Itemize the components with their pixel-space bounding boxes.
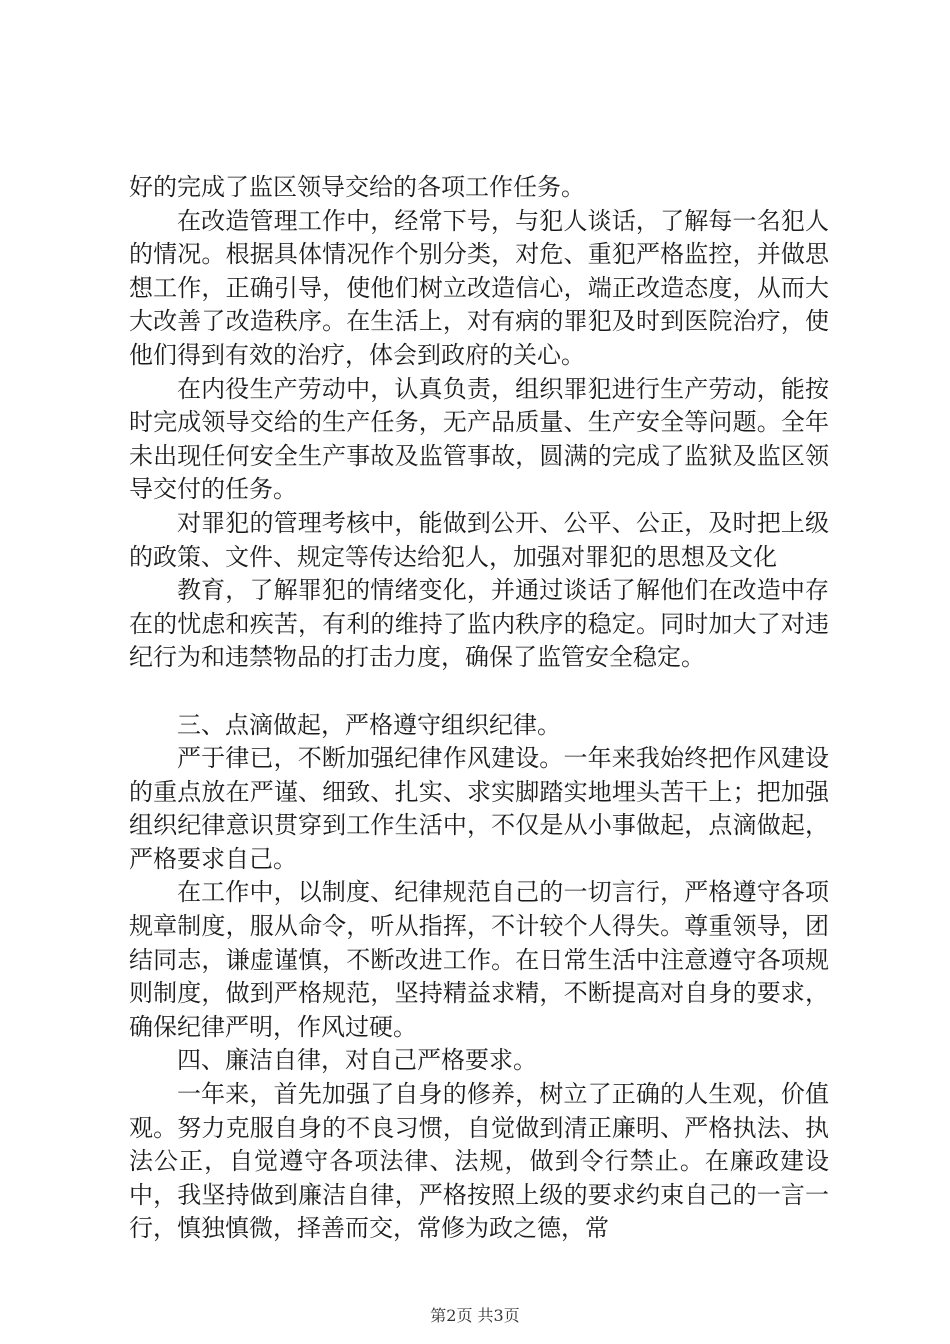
section-heading-integrity: 四、廉洁自律，对自己严格要求。 xyxy=(177,1046,537,1075)
paragraph-work-rules: 在工作中，以制度、纪律规范自己的一切言行，严格遵守各项规章制度，服从命令，听从指挥，不计较个人得失。尊重领导，团结同志，谦虚谨慎，不断改进工作。在日常生活中注意遵守各项规则制度，做到严格规范，坚持精益求精，不断提高对自身的要求，确保纪律严明，作风过硬。 xyxy=(129,878,829,1041)
document-body xyxy=(129,171,829,1246)
paragraph-continued: 好的完成了监区领导交给的各项工作任务。 xyxy=(129,173,585,201)
paragraph-education: 教育，了解罪犯的情绪变化，并通过谈话了解他们在改造中存在的忧虑和疾苦，有利的维持了监内秩序的稳定。同时加大了对违纪行为和违禁物品的打击力度，确保了监管安全稳定。 xyxy=(129,576,829,672)
page-number-footer: 第2页 共3页 xyxy=(430,1306,520,1325)
paragraph-reform-management: 在改造管理工作中，经常下号，与犯人谈话，了解每一名犯人的情况。根据具体情况作个别分类，对危、重犯严格监控，并做思想工作，正确引导，使他们树立改造信心，端正改造态度，从而大大改善了改造秩序。在生活上，对有病的罪犯及时到医院治疗，使他们得到有效的治疗，体会到政府的关心。 xyxy=(129,206,829,369)
paragraph-self-discipline: 严于律已，不断加强纪律作风建设。一年来我始终把作风建设的重点放在严谨、细致、扎实、求实脚踏实地埋头苦干上；把加强组织纪律意识贯穿到工作生活中，不仅是从小事做起，点滴做起，严格要求自己。 xyxy=(129,744,829,873)
section-heading-discipline: 三、点滴做起，严格遵守组织纪律。 xyxy=(177,710,561,739)
paragraph-integrity: 一年来，首先加强了自身的修养，树立了正确的人生观，价值观。努力克服自身的不良习惯，自觉做到清正廉明、严格执法、执法公正，自觉遵守各项法律、法规，做到令行禁止。在廉政建设中，我坚持做到廉洁自律，严格按照上级的要求约束自己的一言一行，慎独慎微，择善而交，常修为政之德，常 xyxy=(129,1080,829,1243)
blank-line xyxy=(129,675,829,709)
paragraph-management-assessment: 对罪犯的管理考核中，能做到公开、公平、公正，及时把上级的政策、文件、规定等传达给犯人，加强对罪犯的思想及文化 xyxy=(129,508,829,571)
paragraph-production-labor: 在内役生产劳动中，认真负责，组织罪犯进行生产劳动，能按时完成领导交给的生产任务，无产品质量、生产安全等问题。全年未出现任何安全生产事故及监管事故，圆满的完成了监狱及监区领导交付的任务。 xyxy=(129,374,829,504)
